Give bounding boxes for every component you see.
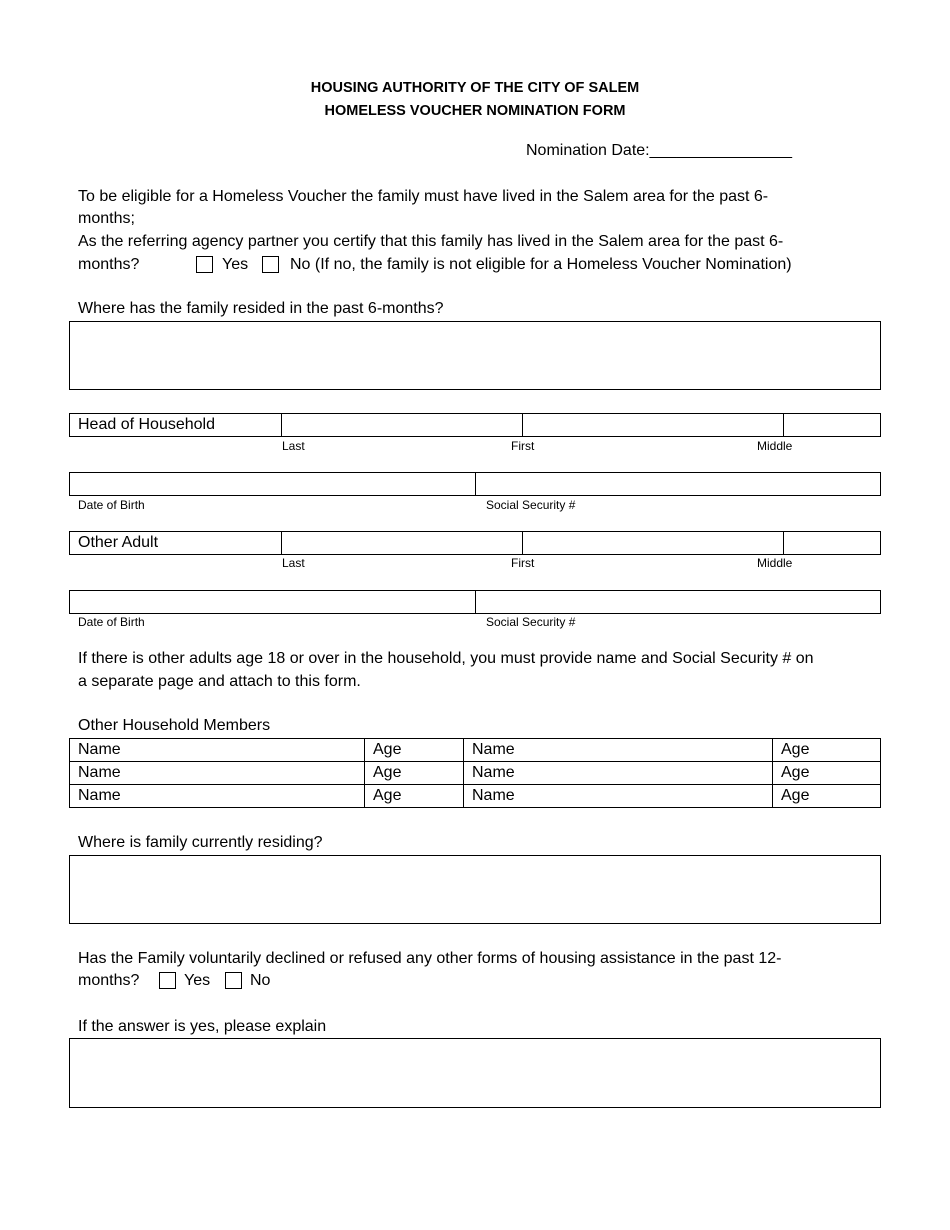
member-age-cell[interactable]: Age (773, 785, 881, 808)
head-last-name-input[interactable] (282, 414, 523, 437)
member-name-cell[interactable]: Name (464, 785, 773, 808)
head-of-household-label: Head of Household (70, 414, 282, 437)
eligibility-no-label: No (If no, the family is not eligible for a Homeless Voucher Nomination) (290, 256, 792, 273)
adult-last-name-input[interactable] (282, 532, 523, 555)
head-dob-caption: Date of Birth (78, 498, 145, 512)
member-age-cell[interactable]: Age (773, 762, 881, 785)
head-dob-input[interactable] (70, 473, 476, 496)
form-title-authority: HOUSING AUTHORITY OF THE CITY OF SALEM (310, 80, 640, 96)
other-adult-label: Other Adult (70, 532, 282, 555)
head-middle-name-input[interactable] (784, 414, 881, 437)
other-adults-note-1: If there is other adults age 18 or over in the household, you must provide name and Social Security # on (78, 650, 814, 667)
head-of-household-row (69, 413, 881, 437)
adult-first-name-input[interactable] (523, 532, 784, 555)
other-adult-row (69, 531, 881, 555)
explain-textarea[interactable] (69, 1038, 881, 1108)
member-name-cell[interactable]: Name (464, 739, 773, 762)
current-residence-textarea[interactable] (69, 855, 881, 924)
declined-no-checkbox[interactable] (225, 972, 242, 989)
other-adults-note-2: a separate page and attach to this form. (78, 673, 361, 690)
adult-dob-caption: Date of Birth (78, 615, 145, 629)
member-name-cell[interactable]: Name (70, 739, 365, 762)
member-name-cell[interactable]: Name (464, 762, 773, 785)
eligibility-text-3: As the referring agency partner you certify that this family has lived in the Salem area for the past 6- (78, 233, 784, 250)
household-members-heading: Other Household Members (78, 717, 271, 734)
adult-last-caption: Last (282, 556, 305, 570)
head-ssn-input[interactable] (476, 473, 881, 496)
declined-no-label: No (250, 972, 271, 989)
member-age-cell[interactable]: Age (365, 739, 464, 762)
adult-dob-input[interactable] (70, 591, 476, 614)
table-row (70, 739, 881, 762)
current-residence-question: Where is family currently residing? (78, 834, 323, 851)
eligibility-yes-checkbox[interactable] (196, 256, 213, 273)
household-members-table (69, 738, 881, 808)
adult-middle-caption: Middle (757, 556, 793, 570)
table-row (70, 785, 881, 808)
head-first-name-input[interactable] (523, 414, 784, 437)
declined-yes-checkbox[interactable] (159, 972, 176, 989)
adult-middle-name-input[interactable] (784, 532, 881, 555)
head-first-caption: First (511, 439, 535, 453)
past-residence-textarea[interactable] (69, 321, 881, 390)
eligibility-text-4: months? (78, 256, 140, 273)
head-middle-caption: Middle (757, 439, 793, 453)
adult-first-caption: First (511, 556, 535, 570)
eligibility-text-2: months; (78, 210, 135, 227)
member-name-cell[interactable]: Name (70, 762, 365, 785)
nomination-date-field[interactable]: Nomination Date:________________ (526, 142, 792, 159)
head-ssn-caption: Social Security # (486, 498, 576, 512)
member-age-cell[interactable]: Age (365, 762, 464, 785)
eligibility-yes-label: Yes (222, 256, 249, 273)
head-dob-ssn-row (69, 472, 881, 496)
past-residence-question: Where has the family resided in the past 6-months? (78, 300, 444, 317)
declined-question-2: months? (78, 972, 140, 989)
member-age-cell[interactable]: Age (773, 739, 881, 762)
adult-dob-ssn-row (69, 590, 881, 614)
head-last-caption: Last (282, 439, 305, 453)
adult-ssn-input[interactable] (476, 591, 881, 614)
explain-label: If the answer is yes, please explain (78, 1018, 327, 1035)
declined-question-1: Has the Family voluntarily declined or refused any other forms of housing assistance in the past 12- (78, 950, 782, 967)
declined-yes-label: Yes (184, 972, 211, 989)
adult-ssn-caption: Social Security # (486, 615, 576, 629)
eligibility-text-1: To be eligible for a Homeless Voucher the family must have lived in the Salem area for the past 6- (78, 188, 769, 205)
member-age-cell[interactable]: Age (365, 785, 464, 808)
table-row (70, 762, 881, 785)
eligibility-no-checkbox[interactable] (262, 256, 279, 273)
member-name-cell[interactable]: Name (70, 785, 365, 808)
form-title-name: HOMELESS VOUCHER NOMINATION FORM (324, 103, 626, 119)
